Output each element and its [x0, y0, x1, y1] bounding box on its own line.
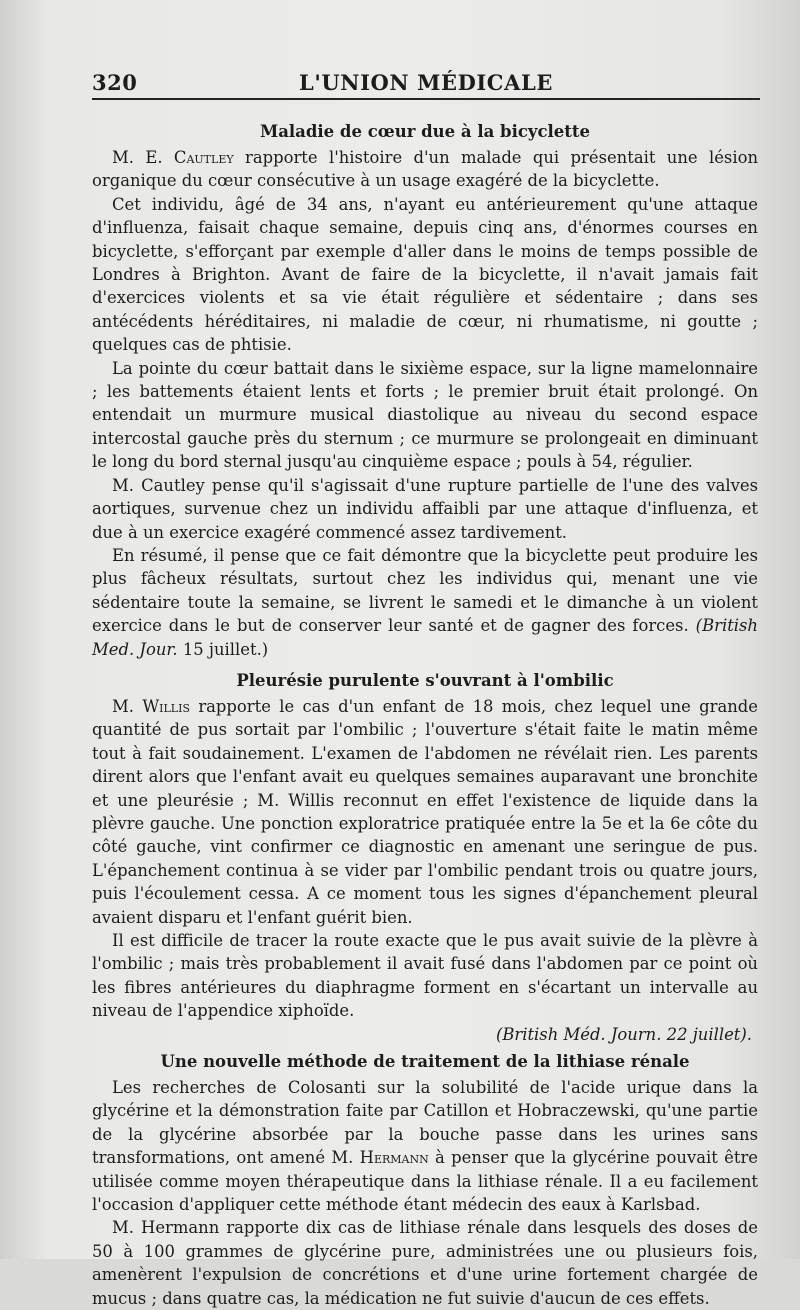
paragraph [92, 695, 758, 929]
author-name: Hermann [359, 1148, 429, 1168]
running-title: L'UNION MÉDICALE [299, 70, 553, 95]
page-number: 320 [92, 70, 138, 95]
author-name: Cautley [173, 148, 234, 167]
author-name: Willis [142, 696, 190, 716]
paragraph [92, 146, 758, 193]
paragraph: M. Hermann rapporte dix cas de lithiase rénale dans lesquels des doses de 50 à 100 grammes de glycérine pure, administrées une ou plusieurs fois, amenèrent l'expulsion de concrétions et d'une urine fortement chargée de mucus ; dans quatre cas, la médication ne fut suivie d'aucun de ces effets. [92, 1218, 758, 1308]
section-title: Pleurésie purulente s'ouvrant à l'ombilic [236, 670, 614, 690]
section-title: Une nouvelle méthode de traitement de la lithiase rénale [160, 1052, 690, 1072]
paragraph: La pointe du cœur battait dans le sixième espace, sur la ligne mamelonnaire ; les battements étaient lents et forts ; le premier bruit était prolongé. On entendait un murmure musical diastolique au niveau du second espace intercostal gauche près du sternum ; ce murmure se prolongeait en diminuant le long du bord sternal jusqu'au cinquième espace ; pouls à 54, régulier. [92, 358, 758, 472]
paragraph: M. Cautley pense qu'il s'agissait d'une rupture partielle de l'une des valves aortiques, survenue chez un individu affaibli par une attaque d'influenza, et due à un exercice exagéré commencé assez tardivement. [92, 475, 758, 542]
paragraph-text: Les recherches de Colosanti sur la solubilité de l'acide urique dans la glycérine et la démonstration faite par Catillon et Hobraczewski, qu'une partie de la glycérine absorbée par la bouche passe dans les urines sans transformations, ont amené M. [92, 1078, 758, 1168]
paragraph: Il est difficile de tracer la route exacte que le pus avait suivie de la plèvre à l'ombilic ; mais très probablement il avait fusé dans l'abdomen par ce point où les fibres antérieures du diaphragme forment en s'écartant un intervalle au niveau de l'appendice xiphoïde. [92, 931, 758, 1021]
paragraph: Cet individu, âgé de 34 ans, n'ayant eu antérieurement qu'une attaque d'influenza, faisait chaque semaine, depuis cinq ans, d'énormes courses en bicyclette, s'efforçant par exemple d'aller dans le moins de temps possible de Londres à Brighton. Avant de faire de la bicyclette, il n'avait jamais fait d'exercices violents et sa vie était régulière et sédentaire ; dans ses antécédents héréditaires, ni maladie de cœur, ni rhumatisme, ni goutte ; quelques cas de phtisie. [92, 194, 758, 355]
source-citation [92, 1023, 758, 1046]
paragraph-text: à penser que la glycérine pouvait être utilisée comme moyen thérapeutique dans la lithiase rénale. Il a eu facilement l'occasion d'appliquer cette méthode étant médecin des eaux à Karlsbad. [92, 1148, 758, 1215]
paragraph [92, 1076, 758, 1216]
source-date: 15 juillet.) [177, 639, 269, 659]
author-prefix: M. E. [112, 148, 174, 167]
source-text: (British Méd. Journ. 22 juillet). [495, 1024, 752, 1044]
paragraph-text: rapporte le cas d'un enfant de 18 mois, chez lequel une grande quantité de pus sortait par l'ombilic ; l'ouverture s'était faite le matin même tout à fait soudainement. L'examen de l'abdomen ne révélait rien. Les parents dirent alors que l'enfant avait eu quelques semaines auparavant une bronchite et une pleurésie ; M. Willis reconnut en effet l'existence de liquide dans la plèvre gauche. Une ponction exploratrice pratiquée entre la 5e et la 6e côte du côté gauche, vint confirmer ce diagnostic en amenant une seringue de pus. L'épanchement continua à se vider par l'ombilic pendant trois ou quatre jours, puis l'écoulement cessa. A ce moment tous les signes d'épanchement pleural avaient disparu et l'enfant guérit bien. [92, 696, 758, 927]
paragraph-text: En résumé, il pense que ce fait démontre que la bicyclette peut produire les plus fâcheux résultats, surtout chez les individus qui, menant une vie sédentaire toute la semaine, se livrent le samedi et le dimanche à un violent exercice dans le but de conserver leur santé et de gagner des forces. [92, 545, 758, 636]
author-prefix: M. [112, 696, 143, 716]
paragraph [92, 544, 758, 661]
page-header [92, 60, 760, 100]
paragraph-text: rapporte l'histoire d'un malade qui présentait une lésion organique du cœur consécutive à un usage exagéré de la bicyclette. [92, 148, 759, 191]
source-citation: (British Med. Jour. [92, 616, 758, 659]
section-title: Maladie de cœur due à la bicyclette [259, 122, 591, 141]
